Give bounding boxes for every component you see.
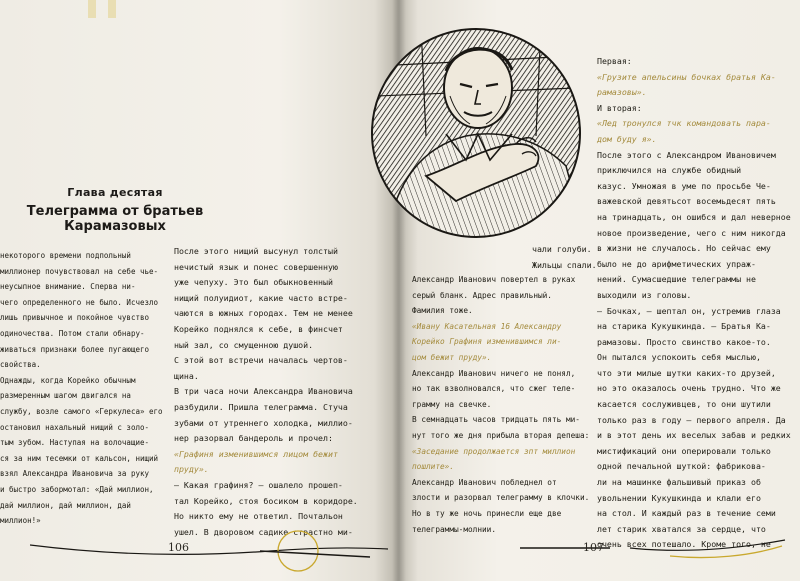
text-line: Жильцы спали. bbox=[532, 259, 597, 270]
right-page-ornament bbox=[520, 530, 790, 570]
text-line: пруду». bbox=[174, 464, 209, 475]
text-line: мистификаций они оперировали только bbox=[597, 445, 771, 456]
text-line: «Лед тронулся тчк командовать пара- bbox=[597, 118, 771, 129]
text-line: и в этот день их веселых забав и редких bbox=[597, 430, 791, 441]
text-line: «Заседание продолжается зпт миллион bbox=[412, 446, 576, 456]
text-line: ся за ним тесемки от кальсон, нищий bbox=[0, 453, 159, 463]
text-line: «Графиня изменившимся лицом бежит bbox=[174, 448, 338, 459]
text-line: ли на машинке фальшивый приказ об bbox=[597, 477, 761, 488]
text-line: чего определенного не было. Исчезло bbox=[0, 297, 159, 307]
text-line: выходили из головы. bbox=[597, 289, 692, 300]
text-line: телеграммы-молнии. bbox=[412, 524, 496, 534]
left-column-1 bbox=[0, 248, 163, 529]
text-line: чаются в южных городах. Тем не менее bbox=[174, 308, 353, 319]
text-line: некоторого времени подпольный bbox=[0, 251, 131, 260]
deco-mark bbox=[88, 0, 96, 18]
text-line: ушел. В дворовом садике страстно ми- bbox=[174, 526, 353, 537]
text-line: на тринадцать, он ошибся и дал неверное bbox=[597, 211, 791, 222]
text-line: в жизни не случалось. Но сейчас ему bbox=[597, 243, 771, 254]
text-line: уже чепуху. Это был обыкновенный bbox=[174, 277, 333, 288]
text-line: И вторая: bbox=[597, 102, 642, 113]
text-line: «Грузите апельсины бочках братья Ка- bbox=[597, 71, 776, 82]
text-line: грамму на свечке. bbox=[412, 399, 492, 409]
text-line: но это оказалось очень трудно. Что же bbox=[597, 383, 781, 394]
text-line: ный зал, со смущенною душой. bbox=[174, 339, 314, 350]
text-line: увольнении Кукушкинда и клали его bbox=[597, 492, 761, 503]
text-line: рамазовы». bbox=[597, 87, 647, 98]
right-column-1 bbox=[412, 272, 589, 537]
text-line: Первая: bbox=[597, 56, 632, 66]
text-line: — Бочках, — шептал он, устремив глаза bbox=[597, 305, 781, 316]
chapter-title-line: Карамазовых bbox=[64, 219, 166, 234]
woodcut-illustration bbox=[366, 26, 586, 240]
text-line: нут того же дня прибыла вторая депеша: bbox=[412, 430, 590, 440]
text-line: цом бежит пруду». bbox=[412, 352, 492, 362]
chapter-label: Глава десятая bbox=[67, 186, 163, 199]
text-line: После этого с Александром Ивановичем bbox=[597, 149, 776, 160]
text-line: нечистый язык и понес совершенную bbox=[174, 261, 338, 272]
text-line: дай миллион, дай миллион, дай bbox=[0, 500, 131, 510]
text-line: С этой вот встречи началась чертов- bbox=[174, 355, 348, 366]
text-line: было не до арифметических упраж- bbox=[597, 258, 756, 269]
text-line: одной печальной шуткой: фабрикова- bbox=[597, 461, 766, 472]
text-line: службу, возле самого «Геркулеса» его bbox=[0, 406, 163, 416]
text-line: нений. Сумасшедшие телеграммы не bbox=[597, 274, 756, 285]
text-line: взял Александра Ивановича за руку bbox=[0, 469, 150, 479]
text-line: Александр Иванович побледнел от bbox=[412, 477, 557, 487]
text-line: миллион!» bbox=[0, 516, 41, 526]
text-line: В три часа ночи Александра Ивановича bbox=[174, 386, 353, 397]
left-page-ornament bbox=[30, 525, 390, 575]
text-line: чали голуби. bbox=[532, 244, 592, 254]
text-line: разбудили. Пришла телеграмма. Стуча bbox=[174, 401, 348, 412]
text-line: неусыпное внимание. Сперва ни- bbox=[0, 282, 136, 292]
text-line: тым зубом. Наступая на волочащие- bbox=[0, 438, 150, 448]
text-line: живаться признаки более пугающего bbox=[0, 344, 150, 354]
deco-mark bbox=[108, 0, 116, 18]
right-column-2 bbox=[597, 54, 791, 553]
text-line: и быстро забормотал: «Дай миллион, bbox=[0, 484, 154, 494]
text-line: дом буду я». bbox=[597, 133, 657, 144]
chapter-title-line: Телеграмма от братьев bbox=[26, 204, 204, 219]
text-line: пошлите». bbox=[412, 462, 454, 472]
text-line: одиночества. Потом стали обнару- bbox=[0, 328, 145, 338]
text-line: серый бланк. Адрес правильный. bbox=[412, 290, 552, 300]
text-line: Корейко Графиня изменившимся ли- bbox=[412, 337, 562, 347]
text-line: казус. Умножая в уме по просьбе Че- bbox=[597, 180, 771, 191]
text-line: лишь привычное и покойное чувство bbox=[0, 313, 150, 323]
text-line: щина. bbox=[174, 370, 199, 381]
text-line: нищий полуидиот, какие часто встре- bbox=[174, 292, 348, 303]
text-line: В семнадцать часов тридцать пять ми- bbox=[412, 415, 580, 425]
text-line: лет старик хватался за сердце, что bbox=[597, 523, 766, 534]
text-line: злости и разорвал телеграмму в клочки. bbox=[412, 493, 590, 503]
text-line: тал Корейко, стоя босиком в коридоре. bbox=[174, 495, 358, 506]
text-line: новое произведение, чего с ним никогда bbox=[597, 227, 786, 238]
text-line: «Ивану Касательная 16 Александру bbox=[412, 321, 562, 331]
right-column-1-short bbox=[532, 242, 597, 273]
text-line: приключился на службе обидный bbox=[597, 165, 742, 176]
text-line: Но в ту же ночь принесли еще две bbox=[412, 508, 562, 518]
text-line: размеренным шагом двигался на bbox=[0, 391, 131, 401]
text-line: Он пытался успокоить себя мыслью, bbox=[597, 352, 761, 363]
text-line: — Какая графиня? — ошалело прошеп- bbox=[174, 479, 343, 490]
text-line: Фамилия тоже. bbox=[412, 306, 473, 316]
text-line: Александр Иванович повертел в руках bbox=[412, 275, 576, 284]
page-number-left: 106 bbox=[168, 541, 189, 554]
text-line: Корейко поднялся к себе, в финсчет bbox=[174, 323, 343, 334]
page-number-right: 107 bbox=[583, 541, 604, 554]
text-line: миллионер почувствовал на себе чье- bbox=[0, 266, 159, 276]
text-line: что эти милые шутки каких-то друзей, bbox=[597, 367, 776, 378]
text-line: Александр Иванович ничего не понял, bbox=[412, 368, 576, 378]
text-line: но так взволновался, что сжег теле- bbox=[412, 384, 576, 394]
left-column-2 bbox=[174, 244, 358, 540]
text-line: на старика Кукушкинда. — Братья Ка- bbox=[597, 321, 771, 332]
text-line: остановил нахальный нищий с золо- bbox=[0, 422, 150, 432]
text-line: только раз в году — первого апреля. Да bbox=[597, 414, 786, 425]
text-line: После этого нищий высунул толстый bbox=[174, 246, 338, 256]
text-line: зубами от утреннего холодка, миллио- bbox=[174, 417, 353, 428]
text-line: на стол. И каждый раз в течение семи bbox=[597, 508, 776, 519]
text-line: важевской девятьсот восемьдесят пять bbox=[597, 196, 776, 207]
text-line: касается сослуживцев, то они шутили bbox=[597, 399, 771, 410]
text-line: очень всех потешало. Кроме того, не bbox=[597, 539, 771, 550]
text-line: рамазовы. Просто свинство какое-то. bbox=[597, 336, 771, 347]
text-line: нер разорвал бандероль и прочел: bbox=[174, 433, 333, 444]
text-line: Но никто ему не ответил. Почтальон bbox=[174, 511, 343, 522]
text-line: свойства. bbox=[0, 360, 41, 370]
chapter-title bbox=[0, 204, 230, 234]
text-line: Однажды, когда Корейко обычным bbox=[0, 375, 136, 385]
